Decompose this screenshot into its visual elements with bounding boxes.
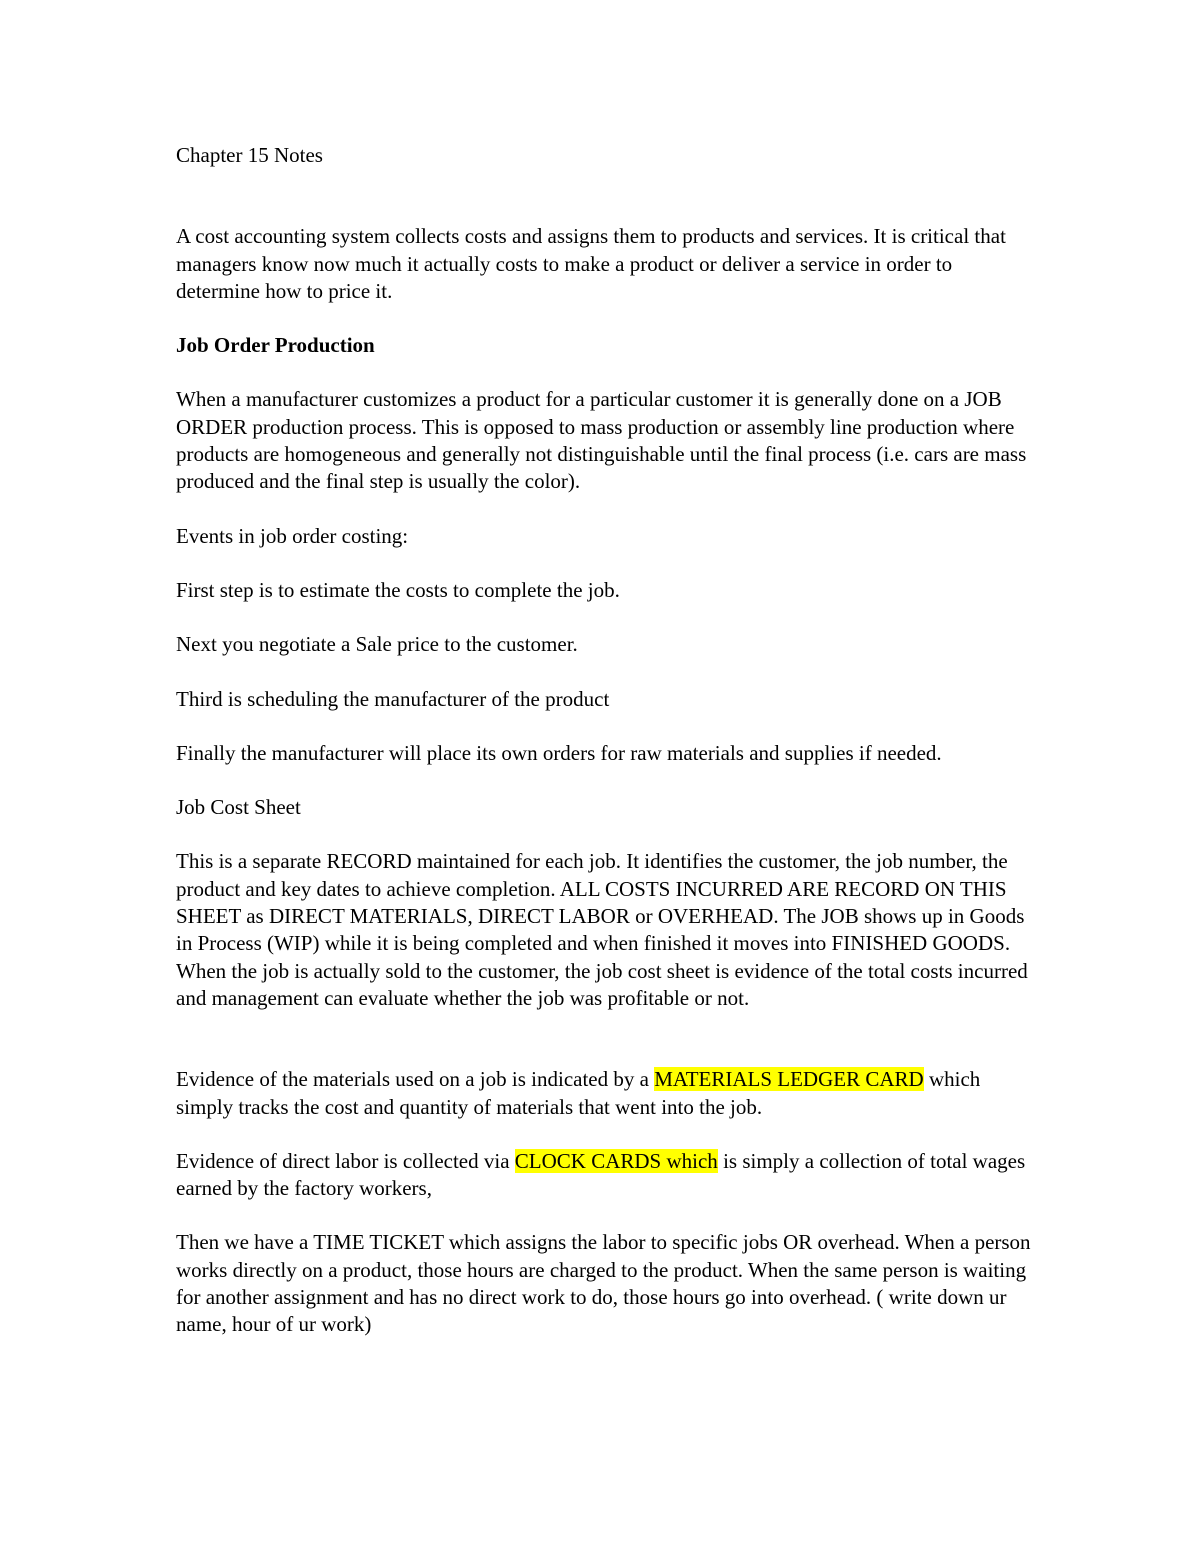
materials-ledger-card-highlight: MATERIALS LEDGER CARD: [654, 1067, 924, 1092]
events-intro: Events in job order costing:: [176, 523, 409, 548]
materials-text-after: which simply tracks the cost and quantity of materials that went into the job.: [176, 1067, 981, 1119]
time-ticket-paragraph: Then we have a TIME TICKET which assigns the labor to specific jobs OR overhead. When a person works directly on a product, those hours are charged to the product. When the same person is waiting for another assignment and has no direct work to do, those hours go into overhead. ( write down ur name, hour of ur work): [176, 1230, 1031, 1337]
event-step-3: Third is scheduling the manufacturer of the product: [176, 686, 610, 711]
labor-paragraph: [176, 1148, 1036, 1203]
event-step-1: First step is to estimate the costs to complete the job.: [176, 577, 620, 602]
document-title: Chapter 15 Notes: [176, 143, 323, 167]
event-step-4: Finally the manufacturer will place its own orders for raw materials and supplies if needed.: [176, 740, 942, 765]
materials-text-before: Evidence of the materials used on a job is indicated by a: [176, 1067, 655, 1092]
section-heading: Job Order Production: [176, 333, 375, 358]
job-cost-sheet-paragraph: This is a separate RECORD maintained for each job. It identifies the customer, the job number, the product and key dates to achieve completion. ALL COSTS INCURRED ARE RECORD ON THIS SHEET as DIRECT MATERIALS, DIRECT LABOR or OVERHEAD. The JOB shows up in Goods in Process (WIP) while it is being completed and when finished it moves into FINISHED GOODS. When the job is actually sold to the customer, the job cost sheet is evidence of the total costs incurred and management can evaluate whether the job was profitable or not.: [176, 849, 1028, 1010]
labor-text-after: is simply a collection of total wages earned by the factory workers,: [176, 1148, 1026, 1201]
event-step-2: Next you negotiate a Sale price to the customer.: [176, 632, 578, 657]
labor-text-before: Evidence of direct labor is collected via: [176, 1148, 515, 1173]
clock-cards-highlight: CLOCK CARDS which: [514, 1148, 718, 1173]
materials-paragraph: [176, 1066, 1036, 1121]
intro-paragraph: A cost accounting system collects costs and assigns them to products and services. It is critical that managers know now much it actually costs to make a product or deliver a service in order to determine how to price it.: [176, 224, 1006, 303]
job-cost-sheet-label: Job Cost Sheet: [176, 795, 301, 820]
job-order-paragraph: When a manufacturer customizes a product for a particular customer it is generally done on a JOB ORDER production process. This is opposed to mass production or assembly line production where products are homogeneous and generally not distinguishable until the final process (i.e. cars are mass produced and the final step is usually the color).: [176, 387, 1027, 494]
document-body: [176, 142, 1036, 1339]
